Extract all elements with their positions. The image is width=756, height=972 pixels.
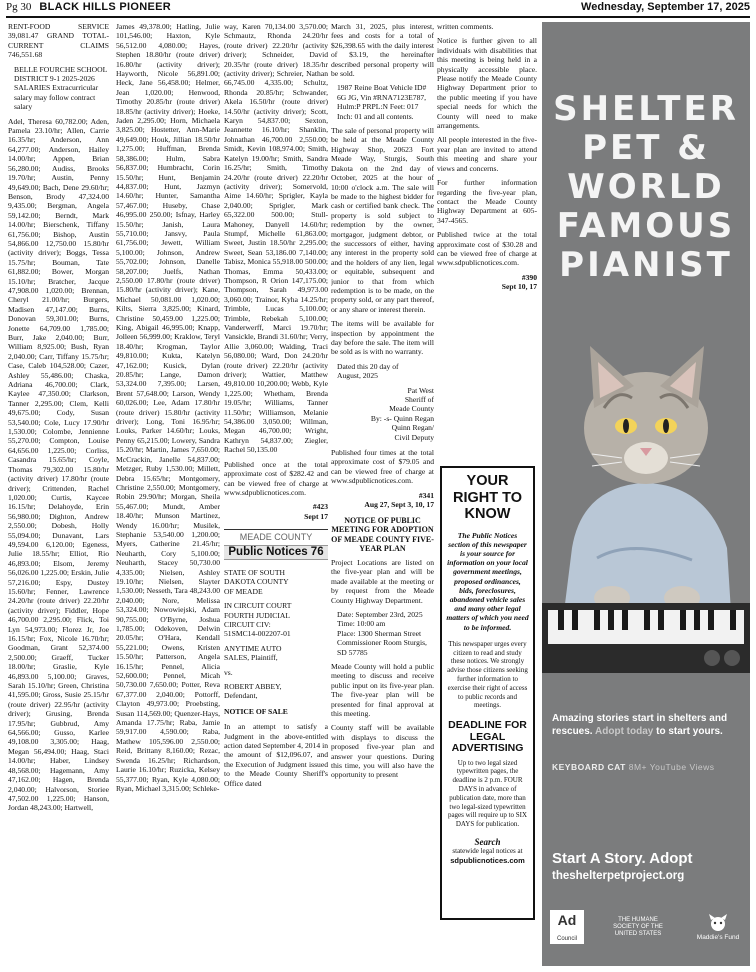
deadline-text: Up to two legal sized typewritten pages, the deadline is 2 p.m. FOUR DAYS in advance of publication date, more than two legal-sized typewritten pages will require up to SIX DAYS for publication.: [447, 758, 528, 829]
search-label: Search: [474, 836, 501, 847]
banner-title: Public Notices 76: [224, 545, 328, 560]
public-notices-banner: [224, 529, 328, 560]
shelter-pet-ad: [542, 22, 750, 966]
notice-number-3: #390: [521, 272, 537, 282]
publication-cost-3: Published twice at the total approximate cost of $30.28 and can be viewed free of charge at www.sdpublicnotices.com.: [437, 230, 537, 268]
column-2: [116, 22, 220, 966]
court-vs: vs.: [224, 667, 233, 677]
ad-headline-line: PET &: [582, 128, 710, 168]
sign-deputy-title: Civil Deputy: [394, 432, 434, 442]
sale-details: The sale of personal property will be held at the Meade County Highway Shop, 20623 Fort Meade Way, Sturgis, South Dakota on the 2nd day of October, 2025 at the hour of 10:00 o'clock a.m. The sale will be made to the highest bidder for cash or certified bank check. The property is sold subject to redemption by the owner, mortgagor, judgment debtor, or the successors of either, having any interest in the property sold and the holders of any lien, legal or equitable, subsequent and junior to that from which redemption is to be made, on the property sold, or any part thereof, or any share or interest therein.: [331, 126, 434, 314]
banner-county: MEADE COUNTY: [239, 532, 313, 543]
sale-heading: NOTICE OF SALE: [224, 706, 288, 716]
court-plaintiff: ANYTIME AUTO SALES, Plaintiff,: [224, 643, 282, 663]
maddies-fund-logo: [692, 914, 744, 941]
ad-tagline-accent: Adopt today: [595, 726, 654, 737]
right-to-know-intro: The Public Notices section of this newspaper is your source for information on your local government meetings, proposed ordinances, bids, foreclosures, abandoned vehicle sales and many other legal matters of which you need to be informed.: [446, 530, 529, 632]
page-number: Pg 30: [6, 1, 32, 13]
sign-county: Meade County: [389, 404, 434, 414]
statewide-label: statewide legal notices at: [452, 846, 523, 855]
meeting-details: [331, 610, 434, 657]
ad-tagline-text: Amazing stories start in shelters and rescues.: [552, 713, 728, 737]
dog-icon: [704, 914, 732, 932]
meeting-intro: Project Locations are listed on the five-year plan and will be made available at the meeting or by request from the Meade County Highway Department.: [331, 557, 434, 605]
sign-name: Pat West: [407, 385, 434, 395]
ad-tagline: [552, 712, 742, 738]
ad-start-story: Start A Story. Adopt: [552, 850, 693, 867]
ad-headline-line: SHELTER: [553, 89, 739, 129]
inspection-note: The items will be available for inspection by appointment the day before the sale. The item will be sold as is with no warranty.: [331, 319, 434, 357]
ad-headline: [550, 90, 742, 285]
notice-number: #423: [312, 502, 328, 512]
meeting-date: Date: September 23rd, 2025: [337, 609, 423, 619]
ad-headline-line: WORLD: [567, 167, 725, 207]
publication-name: BLACK HILLS PIONEER: [39, 1, 171, 13]
notice-dates-3: Sept 10, 17: [501, 282, 537, 292]
publication-cost-2: Published four times at the total approximate cost of $79.05 and can be viewed free of charge at www.sdpublicnotices.com.: [331, 448, 434, 486]
court-state: STATE OF SOUTH DAKOTA COUNTY OF MEADE: [224, 567, 289, 596]
ad-headline-line: PIANIST: [559, 245, 733, 285]
notice-number-2: #341: [418, 490, 434, 500]
meeting-heading: NOTICE OF PUBLIC MEETING FOR ADOPTION OF MEADE COUNTY FIVE-YEAR PLAN: [331, 515, 434, 554]
invitation-note: All people interested in the five-year plan are invited to attend this meeting and share your views and concerns.: [437, 135, 537, 173]
column-3: [224, 22, 328, 966]
deadline-title: DEADLINE FOR LEGAL ADVERTISING: [448, 719, 527, 755]
sign-title: Sheriff of: [404, 395, 434, 405]
sign-deputy: Quinn Regan/: [391, 423, 434, 433]
meeting-time: Time: 10:00 am: [337, 619, 386, 629]
issue-date: Wednesday, September 17, 2025: [581, 1, 750, 13]
ad-council-logo: [550, 910, 584, 944]
salaries-heading: BELLE FOURCHE SCHOOL DISTRICT 9-1 2025-2026 SALARIES Extracurricular salary may follow contract salary: [14, 64, 107, 112]
keyboard-cat-photo: [542, 298, 750, 698]
right-to-know-box: [440, 466, 535, 920]
ad-url-link[interactable]: theshelterpetproject.org: [552, 870, 685, 882]
signature-block: [331, 386, 434, 442]
right-to-know-title: YOUR RIGHT TO KNOW: [452, 473, 522, 522]
notice-dates-2: Aug 27, Sept 3, 10, 17: [364, 500, 434, 510]
meeting-purpose: Meade County will hold a public meeting to discuss and receive public input on its five-year plan. The five-year plan will be presented for final approval at this meeting.: [331, 661, 434, 718]
ad-video-credit: [552, 762, 714, 772]
ad-sponsor-logos: [550, 898, 744, 956]
maddies-fund-text: Maddie's Fund: [696, 933, 740, 941]
contact-note: For further information regarding the five-year plan, contact the Meade County Highway Department at 605-347-4565.: [437, 178, 537, 225]
sale-text: In an attempt to satisfy a Judgment in the above-entitled action dated September 4, 2014 in the amount of $12,096.07, and the Execution of Judgment issued to the Meade County Sheriff's Office dated: [224, 722, 328, 788]
column-1: [8, 22, 109, 966]
salaries-list-end: way, Karen 70,134.00 3,570.00; Schmautz, Rhonda 24.20/hr (route driver) 22.20/hr (activity driver); Schneider, David 20.35/hr (route driver) 18.35/hr (activity driver); Schreier, Nathan 66,745.00 4,335.00; Schultz, Rhonda 20.85/hr; Schwander, Akela 16.50/hr (route driver) 14.50/hr (activity driver); Scott, Karyn 54,837.00; Sexton, Jeannette 16.10/hr; Shanklin, Johnathan 46,700.00 2,550.00; Smidt, Kevin 108,974.00; Smith, Katelyn 19.00/hr; Smith, Sandra 16.25/hr; Smith, Timothy 24.20/hr (route driver) 22.20/hr (activity driver); Somervold, Aime 14.60/hr; Sprigler, Kayla 2,040.00; Sprigler, Mark 65,322.00 500.00; Stull-Mahoney, Danyell 14.60/hr; Stumpf, Michelle 61,863.00; Sweet, Justin 18.50/hr 2,295.00; Sweet, Sean 53,186.00 7,140.00; Tabisz, Monica 55,918.00 500.00; Thomas, Emma 50,433.00; Thompson, R Orion 147,175.00; Thompson, Sarah 49,973.00 3,060.00; Trainor, Kyha 14.25/hr; Trimble, Lucas 5,100.00; Trimble, Rebekah 5,100.00; Vanderwerff, Marci 19.70/hr; Vansickle, Brandi 31.60/hr; Verry, Allie 3,060.00; Walding, Traci 56,080.00; Ward, Don 24.20/hr (route driver) 22.20/hr (activity driver); Wattier, Matthew 49,810.00 10,200.00; Webb, Kyle 1,225.00; Whetham, Brenda 19.05/hr; Williams, Tanner 11.50/hr; Williamson, Melanie 54,386.00 3,050.00; Willman, Megan 46,700.00; Wright, Kathryn 54,837.00; Ziegler, Rachel 50,135.00: [224, 22, 328, 455]
claims-total: RENT-FOOD SERVICE 39,081.47 GRAND TOTAL-CURRENT CLAIMS 746,551.68: [8, 22, 109, 60]
court-circuit: IN CIRCUIT COURT FOURTH JUDICIAL CIRCUIT CIV: 51SMC14-002207-01: [224, 601, 292, 639]
ad-council-logo-text: Ad: [557, 912, 577, 928]
ad-video-name: KEYBOARD CAT: [552, 762, 626, 772]
meeting-place: Place: 1300 Sherman Street Commissioner Room Sturgis, SD 57785: [337, 628, 427, 657]
meeting-cont: written comments.: [437, 22, 494, 31]
humane-society-logo: THE HUMANE SOCIETY OF THE UNITED STATES: [613, 916, 663, 937]
ad-council-logo-sub: Council: [556, 936, 577, 942]
salaries-list: Adel, Theresa 60,782.00; Aden, Pamela 23.10/hr; Allen, Carrie 16.35/hr; Anderson, Ann 64,277.00; Anderson, Hailey 14.00/hr; Appen, Brian 56,280.00; Audiss, Brooks 19.70/hr; Austin, Penny 49,649.00; Bach, Dene 29.60/hr; Benson, Brody 47,324.00 9,435.00; Bergman, Angela 59,142.00; Berndt, Mark 14.00/hr; Bierschenk, Tiffany 61,756.00; Bishop, Austin 54,866.00 12,750.00 15.80/hr (activity driver); Boggs, Tessa 15.75/hr; Bouman, Tate 61,882.00; Bower, Morgan 15.10/hr; Bratcher, Jacque 47,908.00 1,020.00; Brennan, Cheryl 21.00/hr; Burgers, Madisen 47,147.00; Burns, Donovan 59,301.00; Burns, Jonette 64,709.00 1,785.00; Burr, Jake 2,040.00; Burr, William 8,925.00; Bush, Ryan 2,040.00; Carr, Tiffany 15.75/hr; Case, Caleb 104,528.00; Cazer, Ashley 55,486.00; Chaska, Adriana 46,700.00; Clark, Kaylee 47,350.00; Clarkson, Tanner 2,295.00; Clem, Kelli 49,675.00; Cody, Susan 53,540.00; Cole, Lucy 17.90/hr 1,530.00; Colombe, Jennienne 55,270.00; Compton, Louise 64,656.00 1,225.00; Corliss, Casandra 15.65/hr; Coyle, Thomas 79,302.00 15.80/hr (activity driver) 17.80/hr (route driver); Crittenden, Rachel 1,020.00; Curtis, Kaycee 16.15/hr; Delahoyde, Erin 56,980.00; Dighton, Andrew 2,550.00; Dobesh, Holly 55,094.00; Dunavant, Lars 49,594.00 6,120.00; Egeness, Julie 18.55/hr; Elliot, Rio 46,893.00; Elsom, Jeremy 56,026.00 1,225.00; Erskin, Julie 57,216.00; Espy, Dustey 15.60/hr; Fenner, Lawrence 24.20/hr (route driver) 22.20/hr (activity driver); Fiddler, Hope 46,700.00 2,295.00; Flick, Toi Lyn 54,973.00; Florez Jr, Joe 16.15/hr; Fox, Nicole 16.70/hr; Goodman, Grant 52,374.00 2,500.00; Graeff, Tucker 18.00/hr; Graslie, Kyle 46,893.00 5,100.00; Graves, Sarah 15.10/hr; Green, Christina 41,595.00; Gross, Susie 25.15/hr (route driver) 22.95/hr (activity driver); Grusing, Brenda 17.95/hr; Gubbrud, Amy 64,566.00; Gusso, Karlee 49,108.00 3,305.00; Haag, Megan 56,494.00; Haag, Staci 14.00/hr; Haber, Lindsey 48,568.00; Hagemann, Amy 47,162.00; Hagen, Brenda 2,040.00; Halvorson, Storiee 47,502.00 1,225.00; Hanson, Jordan 48,243.00; Hartwell,: [8, 116, 109, 813]
publication-cost: Published once at the total approximate cost of $282.42 and can be viewed free of charge at www.sdpublicnotices.com.: [224, 459, 328, 497]
meeting-staff: County staff will be available with displays to discuss the proposed five-year plan and answer your questions. During this time, you will also have the opportunity to present: [331, 723, 434, 780]
right-to-know-urge: This newspaper urges every citizen to read and study these notices. We strongly advise those citizens seeking further information to exercise their right of access to public records and meetings.: [447, 639, 528, 710]
header-rule: [6, 16, 750, 18]
accessibility-note: Notice is further given to all individuals with disabilities that this meeting is being held in a physically accessible place. Please notify the Meade County Highway Department prior to the public meeting if you have special needs for which the County will need to make arrangements.: [437, 36, 537, 131]
ad-video-views: 8M+ YouTube Views: [628, 762, 715, 772]
page-header: [6, 0, 750, 15]
notices-site-link[interactable]: sdpublicnotices.com: [450, 855, 525, 865]
vehicle-description: 1987 Reine Boat Vehicle ID# 6G JG, Vin #RNA7123E787, Hulm:P PRPL:N Feet: 017 Inch: 01 and all contents.: [337, 83, 427, 121]
ad-tagline-end: to start yours.: [656, 726, 723, 737]
dated-line: Dated this 20 day of August, 2025: [337, 361, 399, 381]
sign-by: By: -s- Quinn Regan: [370, 413, 434, 423]
column-5: [437, 22, 537, 462]
ad-headline-line: FAMOUS: [556, 206, 736, 246]
salaries-list-cont: James 49,378.00; Hatling, Julie 101,546.00; Haxton, Kyle 56,512.00 4,080.00; Hayes, Stephen 18.80/hr (route driver) 16.80/hr (activity driver); Hayworth, Nicole 56,891.00; Heck, Jane 56,458.00; Helmer, Jean 1,020.00; Henwood, Timothy 20.85/hr (route driver) 18.85/hr (activity driver); Hoeke, Jaden 2,295.00; Horn, Michaela 3,825.00; Hostetter, Ann-Marie 49,649.00; Houk, Jillian 18.50/hr 1,275.00; Huffman, Brenda 58,386.00; Hulm, Sabra 56,837.00; Humbracht, Corin 15.50/hr; Hunt, Benjamin 44,837.00; Hunt, Jazmyn 14.60/hr; Hunter, Samantha 57,467.00; Huseby, Chase 46,995.00 250.00; Isfnay, Harley 15.50/hr; Janish, Laura 55,710.00; Jansvy, Paula 61,756.00; Jewett, William 5,100.00; Johnson, Andrew 55,702.00; Johnson, Danelle 58,207.00; Juelfs, Nathan 2,550.00 17.80/hr (route driver) 15.80/hr (activity driver); Kane, Michael 50,081.00 1,020.00; Kilts, Sierra 3,825.00; Kinard, Christine 50,459.00 1,225.00; King, Abigail 46,995.00; Knapp, Jolleen 56,999.00; Kraklow, Teryl 18.40/hr; Krogman, Taylor 49,810.00; Kukta, Katelyn 47,162.00; Kusick, Dylan 20.85/hr; Lange, Damon 53,324.00 7,395.00; Larsen, Brent 57,648.00; Larson, Wendy 60,026.00; Lee, Adam 17.80/hr (route driver) 15.80/hr (activity driver); Long, Toni 16.95/hr; Louks, Parker 14.60/hr; Louks, Penny 65,215.00; Lowery, Sandra 15.20/hr; Martin, James 7,650.00; McCrackin, Janelle 54,837.00; Metzger, Ruby 1,530.00; Millett, Debra 15.65/hr; Montgomery, Christine 2,550.00; Montgomery, Robin 29.90/hr; Morgan, Sheila 55,467.00; Mundt, Amber 18.40/hr; Munson Martinez, Wendy 16.00/hr; Musilek, Stephanie 53,540.00 1,200.00; Myers, Catherine 21.45/hr; Neuharth, Cory 5,100.00; Neuharth, Stacey 50,730.00 4,335.00; Nielsen, Ashley 19.10/hr; Nielsen, Slayter 1,530.00; Nesseth, Tara 48,243.00 2,040.00; Nore, Melissa 53,324.00; Nowowiejski, Adam 90,755.00; O'Byrne, Joshua 1,785.00; Odekoven, Delwin 20.05/hr; O'Hara, Kendall 55,221.00; Owens, Kristen 15.50/hr; Patterson, Angela 16.15/hr; Pennel, Alicia 52,600.00; Pennel, Micah 50,730.00 7,650.00; Potter, Reva 67,377.00 2,040.00; Pottorff, Clayton 49,973.00; Proebsting, Susan 114,569.00; Quenzer-Hays, Amanda 17.75/hr; Raba, Jamie 59,917.00 4,590.00; Raba, Mathew 105,596.00 2,550.00; Reid, Brittany 8,160.00; Rezac, Swenda 16.25/hr; Richardson, Laurie 16.10/hr; Ruzicka, Kelsey 55,377.00; Ryan, Kyle 4,080.00; Ryan, Michael 3,315.00; Schleke-: [116, 22, 220, 793]
notice-date: Sept 17: [304, 511, 328, 521]
court-defendant: ROBERT ABBEY, Defendant,: [224, 682, 282, 701]
sale-text-cont: March 31, 2025, plus interest, fees and costs for a total of $26,398.65 with the daily interest of $3.19, the hereinafter described personal property will be sold.: [331, 22, 434, 79]
column-4: [331, 22, 434, 966]
